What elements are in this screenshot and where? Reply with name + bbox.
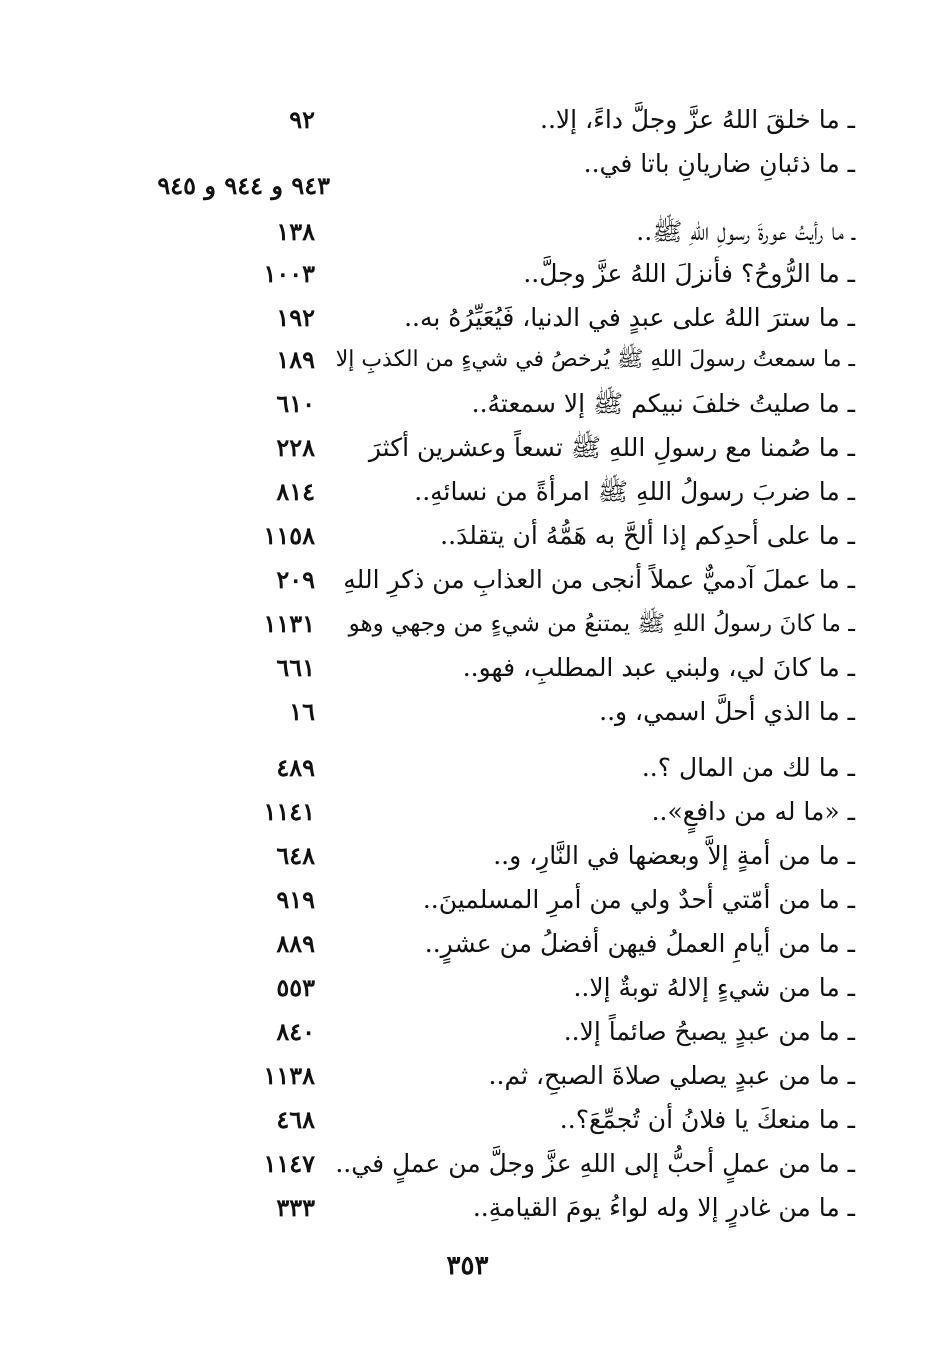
index-entry	[0, 924, 935, 964]
entry-text: ـ ما الذي أحلَّ اسمي، و..	[599, 697, 855, 726]
index-entry	[0, 880, 935, 920]
entry-reference-number: ٨١٤	[276, 477, 315, 506]
entry-reference-number: ١٦	[289, 697, 315, 726]
entry-text: ـ ما من عبدٍ يصلي صلاةَ الصبحِ، ثم..	[488, 1061, 855, 1090]
entry-text: ـ ما من عبدٍ يصبحُ صائماً إلا..	[563, 1017, 855, 1046]
entry-reference-number: ٦٤٨	[276, 841, 315, 870]
entry-text: ـ ما سمعتُ رسولَ اللهِ ﷺ يُرخصُ في شيءٍ من الكذبِ إلا	[335, 347, 855, 372]
entry-reference-number: ٦١٠	[276, 389, 315, 418]
entry-reference-number: ٨٨٩	[276, 929, 315, 958]
entry-reference-number: ١٩٢	[276, 303, 315, 332]
entry-reference-number: ٢٢٨	[276, 433, 315, 462]
index-entry	[0, 1188, 935, 1228]
index-entry	[0, 748, 935, 788]
entry-reference-number: ٨٤٠	[276, 1017, 315, 1046]
entry-reference-number: ١٠٠٣	[263, 259, 315, 288]
index-entry	[0, 472, 935, 512]
index-entry	[0, 144, 935, 200]
entry-text: ـ ما سترَ اللهُ على عبدٍ في الدنيا، فَيُعَيِّرُهُ به..	[404, 303, 855, 332]
index-entry	[0, 692, 935, 732]
entry-text: ـ ما عملَ آدميٌّ عملاً أنجى من العذابِ من ذكرِ اللهِ	[343, 565, 855, 594]
entry-reference-number: ١١٥٨	[263, 521, 315, 550]
entry-text: ـ ما رأيتُ عورةَ رسولِ اللهِ ﷺ..	[636, 217, 855, 246]
index-entry	[0, 384, 935, 424]
entry-reference-number: ٥٥٣	[276, 973, 315, 1002]
index-entry	[0, 836, 935, 876]
entry-text: ـ ما من شيءٍ إلالهُ توبةٌ إلا..	[573, 973, 855, 1002]
index-entry	[0, 968, 935, 1008]
entry-reference-number: ١١٤١	[263, 797, 315, 826]
entry-text: ـ ما الرُّوحُ؟ فأنزلَ اللهُ عزَّ وجلَّ..	[523, 259, 855, 288]
entry-text: ـ ما ذئبانِ ضاريانِ باتا في..	[583, 149, 855, 178]
index-entry	[0, 1056, 935, 1096]
entry-text: ـ ما كانَ لي، ولبني عبد المطلبِ، فهو..	[462, 653, 855, 682]
entry-reference-number: ٢٠٩	[276, 565, 315, 594]
entry-text: ـ ما لك من المال ؟..	[641, 753, 855, 782]
entry-reference-number: ٤٨٩	[276, 753, 315, 782]
entry-reference-number: ٦٦١	[276, 653, 315, 682]
entry-text: ـ «ما له من دافعٍ»..	[651, 797, 855, 826]
entry-reference-number: ١٣٨	[276, 217, 315, 246]
index-entry	[0, 298, 935, 338]
index-entry	[0, 1012, 935, 1052]
page-number: ٣٥٣	[446, 1251, 489, 1281]
entry-text: ـ ما كانَ رسولُ اللهِ ﷺ يمتنعُ من شيءٍ من وجهي وهو	[348, 611, 855, 637]
entry-reference-number: ٤٦٨	[276, 1105, 315, 1134]
entry-text: ـ ما على أحدِكم إذا ألحَّ به هَمُّهُ أن يتقلدَ..	[440, 521, 855, 550]
entry-text: ـ ما من أمّتي أحدٌ ولي من أمرِ المسلمينَ..	[422, 885, 855, 914]
entry-text: ـ ما من غادرٍ إلا وله لواءُ يومَ القيامةِ..	[472, 1193, 855, 1222]
entry-reference-number: ٩٤٣ و ٩٤٤ و ٩٤٥	[157, 171, 330, 200]
entry-reference-number: ١١٤٧	[263, 1149, 315, 1178]
index-entry	[0, 792, 935, 832]
index-entry	[0, 516, 935, 556]
index-entry	[0, 648, 935, 688]
entry-text: ـ ما من أيامِ العملُ فيهن أفضلُ من عشرٍ..	[424, 929, 855, 958]
entry-text: ـ ما من عملٍ أحبُّ إلى اللهِ عزَّ وجلَّ من عملٍ في..	[335, 1149, 855, 1178]
index-entry	[0, 340, 935, 380]
entry-text: ـ ما صليتُ خلفَ نبيكم ﷺ إلا سمعتهُ..	[471, 389, 855, 418]
entry-text: ـ ما صُمنا مع رسولِ اللهِ ﷺ تسعاً وعشرين أكثرَ	[368, 433, 855, 462]
entry-text: ـ ما ضربَ رسولُ اللهِ ﷺ امرأةً من نسائهِ..	[414, 477, 855, 506]
index-entry	[0, 428, 935, 468]
index-entry	[0, 100, 935, 140]
entry-reference-number: ١٨٩	[276, 345, 315, 374]
index-entry	[0, 1100, 935, 1140]
entry-reference-number: ٩١٩	[276, 885, 315, 914]
entry-reference-number: ١١٣١	[263, 609, 315, 638]
index-entry	[0, 560, 935, 600]
index-entry	[0, 254, 935, 294]
entry-text: ـ ما منعكَ يا فلانُ أن تُجمِّعَ؟..	[559, 1105, 855, 1134]
index-entry	[0, 1144, 935, 1184]
entry-reference-number: ٩٢	[289, 105, 315, 134]
index-entry	[0, 212, 935, 252]
entry-reference-number: ٣٣٣	[276, 1193, 315, 1222]
entry-text: ـ ما من أمةٍ إلاَّ وبعضها في النَّارِ، و..	[493, 841, 855, 870]
entry-reference-number: ١١٣٨	[263, 1061, 315, 1090]
index-entry	[0, 604, 935, 644]
entry-text: ـ ما خلقَ اللهُ عزَّ وجلَّ داءً، إلا..	[540, 105, 855, 134]
